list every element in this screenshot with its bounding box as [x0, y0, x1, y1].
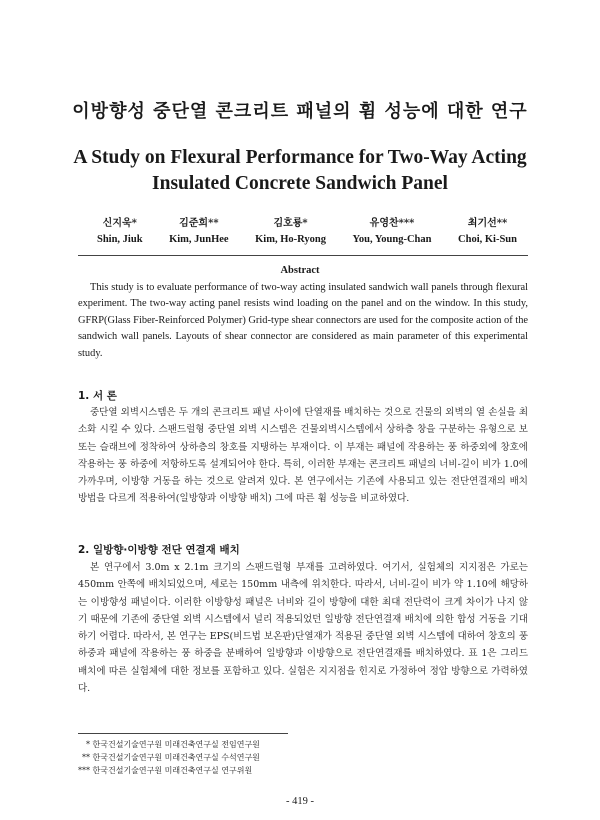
section-1-heading: 1. 서 론: [78, 390, 117, 402]
author-5: [458, 216, 517, 248]
author-1: [97, 216, 143, 248]
header-divider: [78, 255, 528, 256]
author-name-english: You, Young-Chan: [352, 234, 432, 245]
english-title: [0, 145, 600, 197]
author-list: [97, 216, 517, 248]
page-number: - 419 -: [286, 796, 314, 807]
footnote-1: * 한국건설기술연구원 미래건축연구실 전임연구원: [86, 740, 260, 749]
section-2-heading: 2. 일방향·이방향 전단 연결재 배치: [78, 544, 240, 556]
author-2: [169, 216, 229, 248]
footnote-3: *** 한국건설기술연구원 미래건축연구실 연구위원: [78, 766, 253, 775]
author-name-korean: 유영찬***: [369, 218, 415, 229]
section-1-text: 중단열 외벽시스템은 두 개의 콘크리트 패널 사이에 단열재를 배치하는 것으로 건물의 외벽의 열 손실을 최소화 시킬 수 있다. 스팬드럴형 중단열 외벽 시스템은 건물외벽시스템에서 상하층 창을 구분하는 유형으로 보 또는 슬래브에 정착하여 상하층의 창호를 지탱하는 부재이다. 이 부재는 패널에 작용하는 풍 하중외에 창호에 작용하는 풍 하중에 저항하도록 설계되어야 한다. 특히, 이러한 부재는 콘크리트 패널의 너비-길이 비가 1.0에 가까우며, 이방향 거동을 하는 것으로 알려져 있다. 본 연구에서는 기존에 사용되고 있는 전단연결재의 배치 방법을 다르게 적용하여(일방향과 이방향 배치) 그에 따른 휨 성능을 비교하였다.: [78, 407, 528, 505]
author-name-english: Shin, Jiuk: [97, 234, 143, 245]
section-2-text: 본 연구에서 3.0m x 2.1m 크기의 스팬드럴형 부재를 고려하였다. 여기서, 실험체의 지지점은 가로는 450mm 안쪽에 배치되었으며, 세로는 150mm 내측에 위치한다. 따라서, 너비-길이 비가 약 1.10에 해당하는 이방향성 패널이다. 이러한 이방향성 패널은 너비와 길이 방향에 대한 최대 전단력이 크게 차이가 나지 않기 때문에 기존에 중단열 외벽 시스템에서 널리 적용되었던 일방향 전단연결재 배치에 의한 합성 거동을 기대하기 어렵다. 따라서, 본 연구는 EPS(비드법 보온판)단열재가 적용된 중단열 외벽 시스템에 대하여 창호의 풍 하중과 패널에 작용하는 풍 하중을 분배하여 일방향과 이방향으로 전단연결재를 배치하였다. 표 1은 그리드 배치에 따른 실험체에 대한 정보를 포함하고 있다. 실험은 지지점을 힌지로 가정하여 정압 방향으로 가력하였다.: [78, 562, 528, 695]
english-title-line-1: A Study on Flexural Performance for Two-Way Acting: [73, 147, 527, 168]
author-name-korean: 김호룡*: [273, 218, 308, 229]
footnote-divider: [78, 733, 288, 734]
korean-title: 이방향성 중단열 콘크리트 패널의 휨 성능에 대한 연구: [72, 101, 528, 122]
author-name-korean: 최기선**: [467, 218, 508, 229]
abstract-heading: Abstract: [280, 265, 320, 276]
author-name-korean: 김준희**: [179, 218, 219, 229]
author-name-english: Kim, Ho-Ryong: [255, 234, 326, 245]
author-name-english: Kim, JunHee: [169, 234, 229, 245]
footnote-2: ** 한국건설기술연구원 미래건축연구실 수석연구원: [82, 753, 260, 762]
abstract-text: This study is to evaluate performance of two-way acting insulated sandwich wall panels through flexural experiment. The two-way acting panel resists wind loading on the panel and on the window. In this study, GFRP(Glass Fiber-Reinforced Polymer) Grid-type shear connectors are used for the composite action of the sandwich wall panels. Layouts of shear connector are considered as main parameter of this experimental study.: [78, 282, 528, 359]
author-3: [255, 216, 326, 248]
author-4: [353, 216, 432, 248]
author-name-korean: 신지욱*: [102, 218, 137, 229]
footnotes: [78, 738, 528, 777]
english-title-line-2: Insulated Concrete Sandwich Panel: [152, 173, 448, 194]
author-name-english: Choi, Ki-Sun: [458, 234, 517, 245]
